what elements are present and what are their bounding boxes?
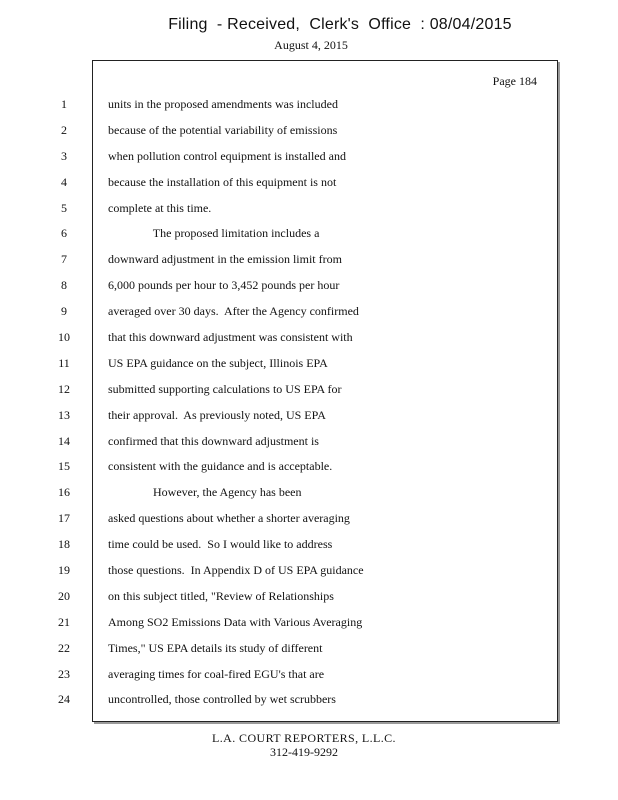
transcript-line <box>58 662 557 688</box>
line-number: 11 <box>58 355 70 370</box>
line-number: 17 <box>58 511 70 526</box>
line-number: 12 <box>58 381 70 396</box>
line-number: 16 <box>58 485 70 500</box>
line-text: because of the potential variability of emissions <box>108 122 338 137</box>
line-number: 14 <box>58 433 70 448</box>
line-text: consistent with the guidance and is acceptable. <box>108 459 333 474</box>
line-text: Among SO2 Emissions Data with Various Averaging <box>108 614 363 629</box>
line-text: averaged over 30 days. After the Agency confirmed <box>108 304 359 319</box>
transcript-line <box>58 403 557 429</box>
line-number: 24 <box>58 692 70 707</box>
line-number: 23 <box>58 666 70 681</box>
transcript-line <box>58 687 557 713</box>
line-text: The proposed limitation includes a <box>108 226 320 241</box>
line-text: those questions. In Appendix D of US EPA guidance <box>108 563 364 578</box>
line-text: averaging times for coal-fired EGU's that are <box>108 666 325 681</box>
filing-stamp: Filing - Received, Clerk's Office : 08/04/2015 <box>168 16 512 33</box>
transcript-line <box>61 299 557 325</box>
transcript-line <box>58 610 557 636</box>
line-number: 15 <box>58 459 70 474</box>
line-text: on this subject titled, "Review of Relationships <box>108 588 334 603</box>
court-reporter-name: L.A. COURT REPORTERS, L.L.C. <box>212 731 396 745</box>
transcript-line <box>58 429 557 455</box>
transcript-line <box>58 377 557 403</box>
line-number: 7 <box>61 252 67 267</box>
line-text: time could be used. So I would like to address <box>108 537 333 552</box>
line-text: submitted supporting calculations to US EPA for <box>108 381 342 396</box>
line-number: 13 <box>58 407 70 422</box>
line-number: 6 <box>61 226 67 241</box>
line-number: 8 <box>61 278 67 293</box>
line-text: that this downward adjustment was consistent with <box>108 330 353 345</box>
line-text: confirmed that this downward adjustment is <box>108 433 319 448</box>
transcript-line <box>58 584 557 610</box>
line-text: 6,000 pounds per hour to 3,452 pounds per hour <box>108 278 340 293</box>
transcript-line <box>61 144 557 170</box>
transcript-line <box>58 351 557 377</box>
line-text: Times," US EPA details its study of different <box>108 640 323 655</box>
transcript-line <box>58 532 557 558</box>
transcript-line <box>61 273 557 299</box>
line-text: US EPA guidance on the subject, Illinois EPA <box>108 355 328 370</box>
court-reporter-phone: 312-419-9292 <box>270 745 338 759</box>
transcript-line <box>58 636 557 662</box>
transcript-line <box>61 92 557 118</box>
line-number: 1 <box>61 97 67 111</box>
line-text: uncontrolled, those controlled by wet scrubbers <box>108 692 336 707</box>
line-number: 4 <box>61 174 67 189</box>
line-text: downward adjustment in the emission limit from <box>108 252 342 267</box>
line-number: 19 <box>58 563 70 578</box>
line-number: 2 <box>61 122 67 137</box>
transcript-line <box>61 118 557 144</box>
line-text: asked questions about whether a shorter averaging <box>108 511 350 526</box>
line-number: 9 <box>61 304 67 319</box>
transcript-line <box>58 325 557 351</box>
transcript-date: August 4, 2015 <box>274 38 348 52</box>
transcript-line <box>58 506 557 532</box>
line-number: 18 <box>58 537 70 552</box>
transcript-line <box>58 454 557 480</box>
line-number: 22 <box>58 640 70 655</box>
line-text: their approval. As previously noted, US EPA <box>108 407 326 422</box>
line-text: complete at this time. <box>108 200 212 215</box>
line-number: 20 <box>58 588 70 603</box>
line-text: when pollution control equipment is installed and <box>108 148 346 163</box>
line-number: 10 <box>58 330 70 345</box>
transcript-line <box>61 247 557 273</box>
transcript-lines <box>58 92 557 713</box>
line-number: 21 <box>58 614 70 629</box>
line-number: 5 <box>61 200 67 215</box>
line-number: 3 <box>61 148 67 163</box>
transcript-line <box>58 558 557 584</box>
transcript-line <box>61 170 557 196</box>
line-text: However, the Agency has been <box>108 485 302 500</box>
transcript-line <box>61 196 557 222</box>
page-number: Page 184 <box>492 74 537 88</box>
line-text: units in the proposed amendments was included <box>108 97 338 111</box>
transcript-line <box>58 480 557 506</box>
line-text: because the installation of this equipment is not <box>108 174 337 189</box>
transcript-page <box>58 60 558 722</box>
transcript-line <box>61 221 557 247</box>
